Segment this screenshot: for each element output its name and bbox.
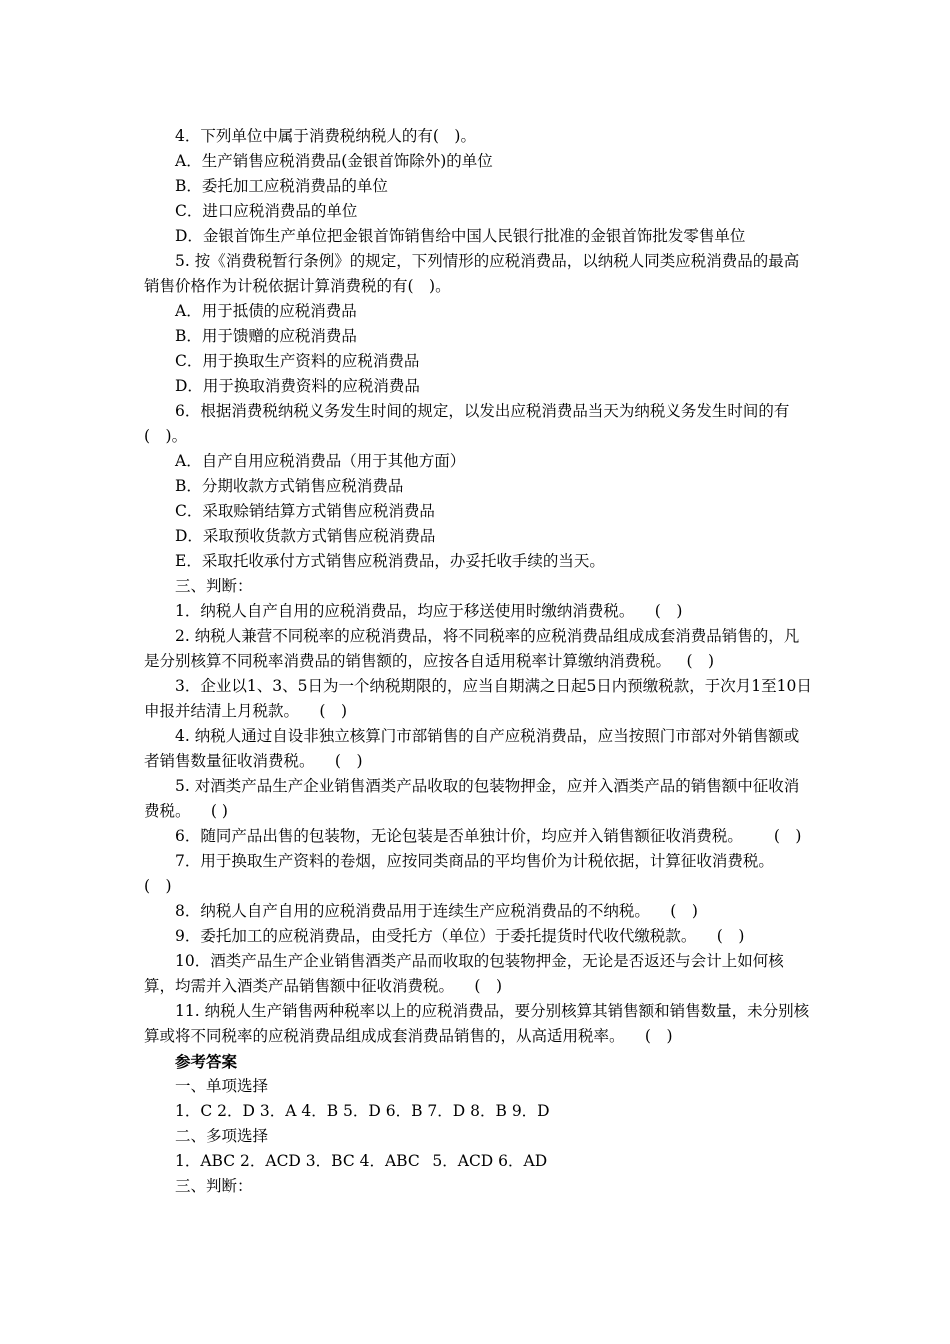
judgment-item-9: 9．委托加工的应税消费品，由受托方（单位）于委托提货时代收代缴税款。 ( )	[175, 927, 745, 945]
judgment-item-10: 10．酒类产品生产企业销售酒类产品而收取的包装物押金，无论是否返还与会计上如何核算，均需并入酒类产品销售额中征收消费税。 ( )	[144, 952, 784, 995]
answers-single-line: 1．C 2．D 3．A 4．B 5．D 6．B 7．D 8．B 9．D	[175, 1102, 550, 1120]
question-5-option-c: C．用于换取生产资料的应税消费品	[175, 352, 420, 370]
judgment-item-7: 7．用于换取生产资料的卷烟，应按同类商品的平均售价为计税依据，计算征收消费税。 ( )	[144, 852, 790, 895]
answers-title: 参考答案	[175, 1052, 238, 1071]
answers-judgment-heading: 三、判断：	[175, 1177, 253, 1195]
question-6-stem: 6．根据消费税纳税义务发生时间的规定，以发出应税消费品当天为纳税义务发生时间的有( )。	[144, 402, 790, 445]
question-4-option-a: A．生产销售应税消费品(金银首饰除外)的单位	[175, 152, 493, 170]
question-6-option-c: C．采取赊销结算方式销售应税消费品	[175, 502, 435, 520]
document-body	[144, 124, 812, 1199]
question-4-option-c: C．进口应税消费品的单位	[175, 202, 358, 220]
answers-single-heading: 一、单项选择	[175, 1077, 269, 1095]
question-6-option-e: E．采取托收承付方式销售应税消费品，办妥托收手续的当天。	[175, 552, 605, 570]
judgment-item-4: 4. 纳税人通过自设非独立核算门市部销售的自产应税消费品，应当按照门市部对外销售额或者销售数量征收消费税。 ( )	[144, 727, 800, 770]
question-6-option-d: D．采取预收货款方式销售应税消费品	[175, 527, 436, 545]
judgment-item-11: 11. 纳税人生产销售两种税率以上的应税消费品，要分别核算其销售额和销售数量，未分别核算或将不同税率的应税消费品组成成套消费品销售的，从高适用税率。 ( )	[144, 1002, 810, 1045]
question-4-option-b: B．委托加工应税消费品的单位	[175, 177, 388, 195]
question-4-stem: 4．下列单位中属于消费税纳税人的有( )。	[175, 127, 476, 145]
judgment-item-5: 5. 对酒类产品生产企业销售酒类产品收取的包装物押金，应并入酒类产品的销售额中征收消费税。 ( )	[144, 777, 800, 820]
question-5-stem: 5. 按《消费税暂行条例》的规定，下列情形的应税消费品，以纳税人同类应税消费品的最高销售价格作为计税依据计算消费税的有( )。	[144, 252, 800, 295]
judgment-item-2: 2. 纳税人兼营不同税率的应税消费品，将不同税率的应税消费品组成成套消费品销售的，凡是分别核算不同税率消费品的销售额的，应按各自适用税率计算缴纳消费税。 ( )	[144, 627, 800, 670]
judgment-heading: 三、判断：	[175, 577, 253, 595]
answers-multi-line: 1．ABC 2．ACD 3．BC 4．ABC 5．ACD 6．AD	[175, 1152, 548, 1170]
judgment-item-6: 6．随同产品出售的包装物，无论包装是否单独计价，均应并入销售额征收消费税。 ( )	[175, 827, 802, 845]
judgment-item-1: 1．纳税人自产自用的应税消费品，均应于移送使用时缴纳消费税。 ( )	[175, 602, 683, 620]
question-6-option-a: A．自产自用应税消费品（用于其他方面）	[175, 452, 466, 470]
question-5-option-d: D．用于换取消费资料的应税消费品	[175, 377, 420, 395]
judgment-item-8: 8．纳税人自产自用的应税消费品用于连续生产应税消费品的不纳税。 ( )	[175, 902, 698, 920]
question-5-option-a: A．用于抵债的应税消费品	[175, 302, 357, 320]
judgment-item-3: 3．企业以1、3、5日为一个纳税期限的，应当自期满之日起5日内预缴税款，于次月1至10日申报并结清上月税款。 ( )	[144, 677, 812, 720]
question-4-option-d: D．金银首饰生产单位把金银首饰销售给中国人民银行批准的金银首饰批发零售单位	[175, 227, 746, 245]
question-5-option-b: B．用于馈赠的应税消费品	[175, 327, 357, 345]
answers-multi-heading: 二、多项选择	[175, 1127, 269, 1145]
question-6-option-b: B．分期收款方式销售应税消费品	[175, 477, 404, 495]
